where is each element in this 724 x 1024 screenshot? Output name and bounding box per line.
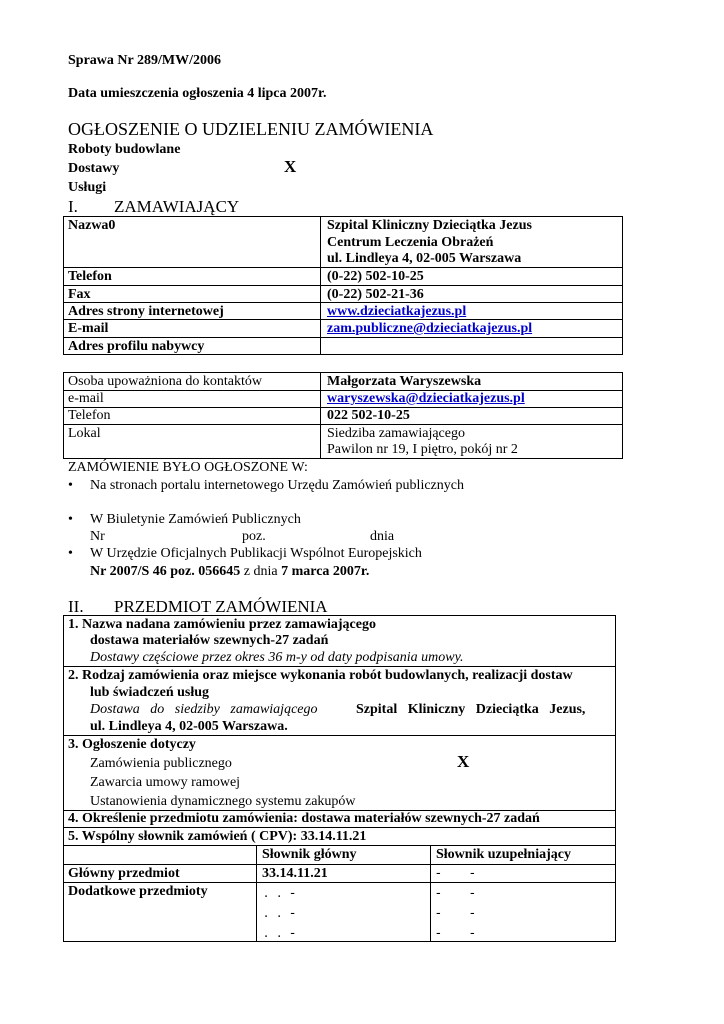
published-bullet: Na stronach portalu internetowego Urzędu Zamówień publicznych [90, 478, 464, 493]
additional-subjects-label: Dodatkowe przedmioty [68, 884, 208, 899]
bullet-icon: • [68, 546, 73, 561]
item1-note: Dostawy częściowe przez okres 36 m-y od daty podpisania umowy. [90, 650, 464, 665]
email-link[interactable]: zam.publiczne@dzieciatkajezus.pl [327, 321, 533, 336]
contact-person-label: Osoba upoważniona do kontaktów [68, 374, 263, 389]
cpv-extra-header: Słownik uzupełniający [436, 847, 571, 862]
ojeu-reference [90, 564, 369, 580]
contact-email-label: e-mail [68, 391, 104, 406]
contact-phone-label: Telefon [68, 408, 111, 423]
order-type-label: Dostawy [68, 161, 120, 176]
publication-date: Data umieszczenia ogłoszenia 4 lipca 2007r. [68, 86, 327, 101]
website-label: Adres strony internetowej [68, 304, 224, 319]
bulletin-date-label: dnia [370, 529, 395, 544]
room-label: Lokal [68, 426, 101, 441]
section-number: II. [68, 597, 84, 616]
additional-code: ..- [264, 906, 304, 921]
name-label: Nazwa0 [68, 218, 116, 233]
name-value-line: Centrum Leczenia Obrażeń [327, 235, 494, 250]
order-type-mark: X [284, 157, 297, 176]
item2-title: 2. Rodzaj zamówienia oraz miejsce wykonania robót budowlanych, realizacji dostaw [68, 668, 573, 683]
main-subject-code: 33.14.11.21 [262, 866, 328, 881]
case-number: Sprawa Nr 289/MW/2006 [68, 53, 221, 68]
cpv-main-header: Słownik główny [262, 847, 357, 862]
additional-code: ..- [264, 926, 304, 941]
ojeu-ref-date: 7 marca 2007r. [281, 564, 370, 579]
room-value-line: Pawilon nr 19, I piętro, pokój nr 2 [327, 442, 518, 457]
item2-place-italic: Dostawa do siedziby zamawiającego [90, 702, 318, 717]
item1-name: dostawa materiałów szewnych-27 zadań [90, 633, 329, 648]
item3-option-mark: X [457, 752, 470, 771]
contact-email-link[interactable]: waryszewska@dzieciatkajezus.pl [327, 391, 525, 406]
ojeu-ref-connector: z dnia [240, 564, 282, 579]
fax-label: Fax [68, 287, 91, 302]
contact-person-value: Małgorzata Waryszewska [327, 374, 482, 389]
item3-title: 3. Ogłoszenie dotyczy [68, 737, 196, 752]
main-subject-label: Główny przedmiot [68, 866, 180, 881]
section-number: I. [68, 197, 78, 216]
item3-option: Ustanowienia dynamicznego systemu zakupów [90, 794, 356, 809]
additional-code: ..- [264, 886, 304, 901]
bulletin-nr-label: Nr [90, 529, 105, 544]
published-bullet: W Urzędzie Oficjalnych Publikacji Wspólnot Europejskich [90, 546, 422, 561]
order-type-label: Usługi [68, 180, 107, 195]
room-value-line: Siedziba zamawiającego [327, 426, 465, 441]
item3-option: Zamówienia publicznego [90, 756, 232, 771]
item1-title: 1. Nazwa nadana zamówieniu przez zamawiającego [68, 617, 376, 632]
item3-option: Zawarcia umowy ramowej [90, 775, 241, 790]
bulletin-poz-label: poz. [242, 529, 266, 544]
ojeu-ref-number: Nr 2007/S 46 poz. 056645 [90, 564, 241, 579]
section-title: ZAMAWIAJĄCY [114, 197, 240, 216]
buyer-profile-label: Adres profilu nabywcy [68, 339, 205, 354]
fax-value: (0-22) 502-21-36 [327, 287, 424, 302]
notice-title: OGŁOSZENIE O UDZIELENIU ZAMÓWIENIA [68, 119, 434, 139]
item5-text: 5. Wspólny słownik zamówień ( CPV): 33.14.11.21 [68, 829, 367, 844]
item2-place-bold: Szpital Kliniczny Dzieciątka Jezus, [356, 702, 586, 717]
item2-address: ul. Lindleya 4, 02-005 Warszawa. [90, 719, 288, 734]
name-value-line: Szpital Kliniczny Dzieciątka Jezus [327, 218, 532, 233]
section-title: PRZEDMIOT ZAMÓWIENIA [114, 597, 328, 616]
contact-phone-value: 022 502-10-25 [327, 408, 410, 423]
additional-suppl: - - [436, 886, 482, 901]
name-value-line: ul. Lindleya 4, 02-005 Warszawa [327, 251, 522, 266]
bullet-icon: • [68, 512, 73, 527]
phone-label: Telefon [68, 269, 112, 284]
additional-suppl: - - [436, 906, 482, 921]
published-heading: ZAMÓWIENIE BYŁO OGŁOSZONE W: [68, 460, 308, 475]
additional-suppl: - - [436, 926, 482, 941]
website-link[interactable]: www.dzieciatkajezus.pl [327, 304, 467, 319]
item2-title-cont: lub świadczeń usług [90, 685, 210, 700]
main-subject-suppl: - - [436, 866, 482, 881]
item4-text: 4. Określenie przedmiotu zamówienia: dostawa materiałów szewnych-27 zadań [68, 811, 540, 826]
phone-value: (0-22) 502-10-25 [327, 269, 424, 284]
published-bullet: W Biuletynie Zamówień Publicznych [90, 512, 301, 527]
bullet-icon: • [68, 478, 73, 493]
email-label: E-mail [68, 321, 109, 336]
order-type-label: Roboty budowlane [68, 142, 181, 157]
